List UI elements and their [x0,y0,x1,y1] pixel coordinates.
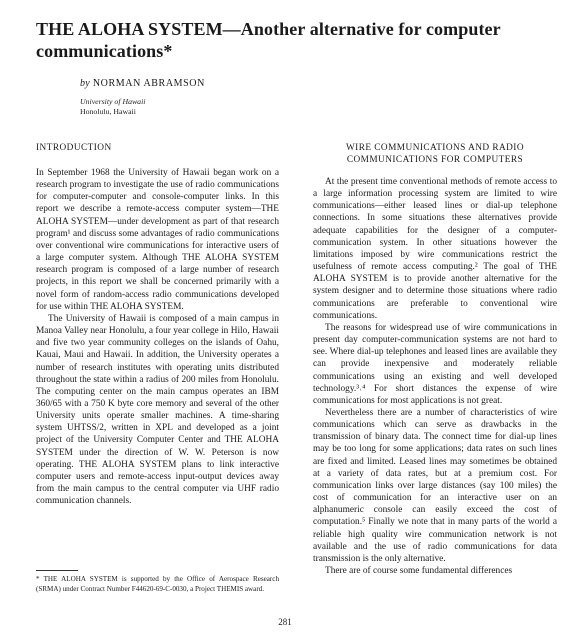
paragraph: At the present time conventional methods of remote access to a large information processing system are limited to wire communications—either leased lines or dial-up telephone connections. In some situations these alternatives provide adequate capabilities for the designer of a computer-communication system. In other situations however the limitations imposed by wire communications restrict the usefulness of remote access computing.² The goal of THE ALOHA SYSTEM is to provide another alternative for the system designer and to determine those situations where radio communications are preferable to conventional wire communications. [313,177,557,321]
affiliation-block [80,97,145,117]
left-column [36,142,279,507]
paragraph: Nevertheless there are a number of characteristics of wire communications which can serve as drawbacks in the transmission of binary data. The connect time for dial-up lines may be too long for some applications; data rates on such lines are fixed and limited. Leased lines may sometimes be obtained at a variety of data rates, but at a premium cost. For communication links over large distances (say 100 miles) the cost of communication for an interactive user on an alphanumeric console can easily exceed the cost of computation.⁵ Finally we note that in many parts of the world a reliable high quality wire communication network is not available and the use of radio communications for data transmission is the only alternative. [313,407,557,564]
paragraph: The University of Hawaii is composed of a main campus in Manoa Valley near Honolulu, a four year college in Hilo, Hawaii and five two year community colleges on the islands of Oahu, Kauai, Maui and Hawaii. In addition, the University operates a number of research institutes with operating units distributed throughout the state within a radius of 200 miles from Honolulu. The computing center on the main campus operates an IBM 360/65 with a 750 K byte core memory and several of the other University units operate smaller machines. A time-sharing system UHTSS/2, written in XPL and developed as a joint project of the University Computer Center and THE ALOHA SYSTEM under the direction of W. W. Peterson is now operating. THE ALOHA SYSTEM plans to link interactive computer users and remote-access input-output devices away from the main campus to the central computer via UHF radio communication channels. [36,313,279,507]
paragraph: There are of course some fundamental differences [325,566,513,576]
affiliation-university: University of Hawaii [80,97,146,106]
paper-title: THE ALOHA SYSTEM—Another alternative for computer communications* [36,19,501,61]
byline [80,78,205,89]
section-heading-wire-radio: WIRE COMMUNICATIONS AND RADIO COMMUNICATIONS FOR COMPUTERS [345,143,525,165]
affiliation-location: Honolulu, Hawaii [80,107,136,116]
paragraph: The reasons for widespread use of wire communications in present day computer-communication systems are not hard to see. Where dial-up telephones and leased lines are available they can provide inexpensive and moderately reliable communications using an existing and well developed technology.³˒⁴ For short distances the expense of wire communications for most applications is not great. [313,322,557,406]
page-number: 281 [278,617,292,627]
paragraph: In September 1968 the University of Hawaii began work on a research program to investigate the use of radio communications for computer-computer and console-computer links. In this report we describe a remote-access computer system—THE ALOHA SYSTEM—under development as part of that research program¹ and discuss some advantages of radio communications over conventional wire communications for interactive users of a large computer system. Although THE ALOHA SYSTEM research program is composed of a large number of research projects, in this report we shall be concerned primarily with a novel form of random-access radio communications developed for use within THE ALOHA SYSTEM. [36,168,279,312]
author-name: NORMAN ABRAMSON [92,78,205,89]
footnote-divider [36,570,78,571]
right-column [313,142,557,577]
footnote: * THE ALOHA SYSTEM is supported by the Office of Aerospace Research (SRMA) under Contract Number F44620-69-C-0030, a Project THEMIS award. [36,575,279,593]
byline-prefix: by [80,78,91,89]
section-heading-introduction: INTRODUCTION [36,143,112,153]
